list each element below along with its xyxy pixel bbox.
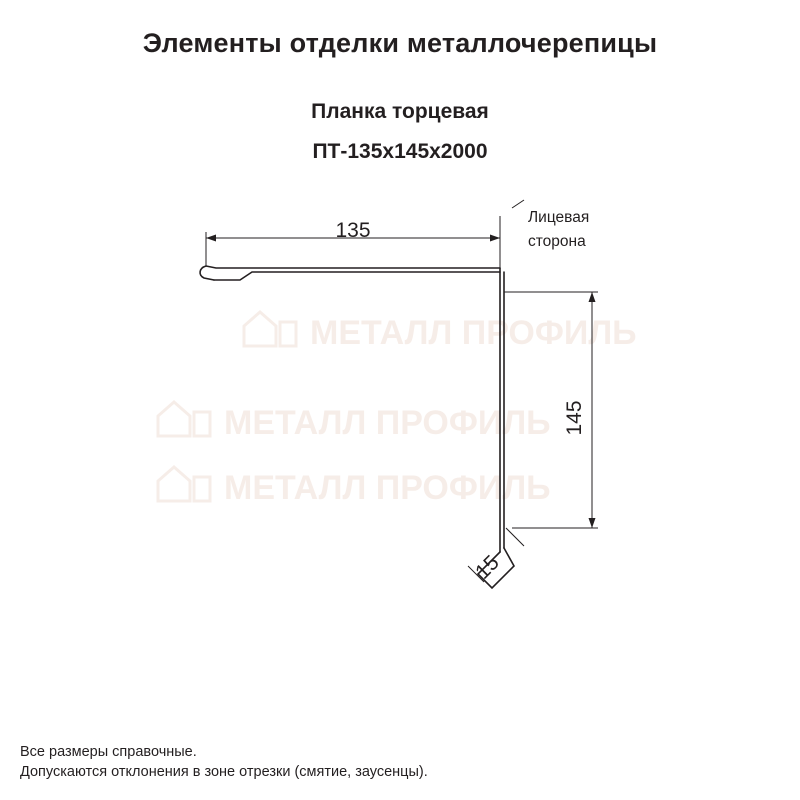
footnote-line-1: Все размеры справочные. xyxy=(20,744,197,760)
page-title: Элементы отделки металлочерепицы xyxy=(142,28,658,58)
product-code: ПТ-135х145х2000 xyxy=(312,140,488,163)
profile-outline xyxy=(200,266,514,588)
dimension-bottom-label: 15 xyxy=(471,551,504,584)
svg-text:МЕТАЛЛ ПРОФИЛЬ: МЕТАЛЛ ПРОФИЛЬ xyxy=(310,314,637,352)
callout-line-2: сторона xyxy=(528,233,586,250)
svg-text:МЕТАЛЛ ПРОФИЛЬ: МЕТАЛЛ ПРОФИЛЬ xyxy=(224,404,551,442)
dimension-right-label: 145 xyxy=(563,400,586,436)
product-name: Планка торцевая xyxy=(311,100,489,123)
footnote-line-2: Допускаются отклонения в зоне отрезки (смятие, заусенцы). xyxy=(20,764,428,780)
callout-line-1: Лицевая xyxy=(528,209,590,226)
dimension-top-label: 135 xyxy=(335,219,371,242)
svg-text:МЕТАЛЛ ПРОФИЛЬ: МЕТАЛЛ ПРОФИЛЬ xyxy=(224,469,551,507)
callout-leader xyxy=(512,200,524,208)
footnotes xyxy=(20,742,428,782)
